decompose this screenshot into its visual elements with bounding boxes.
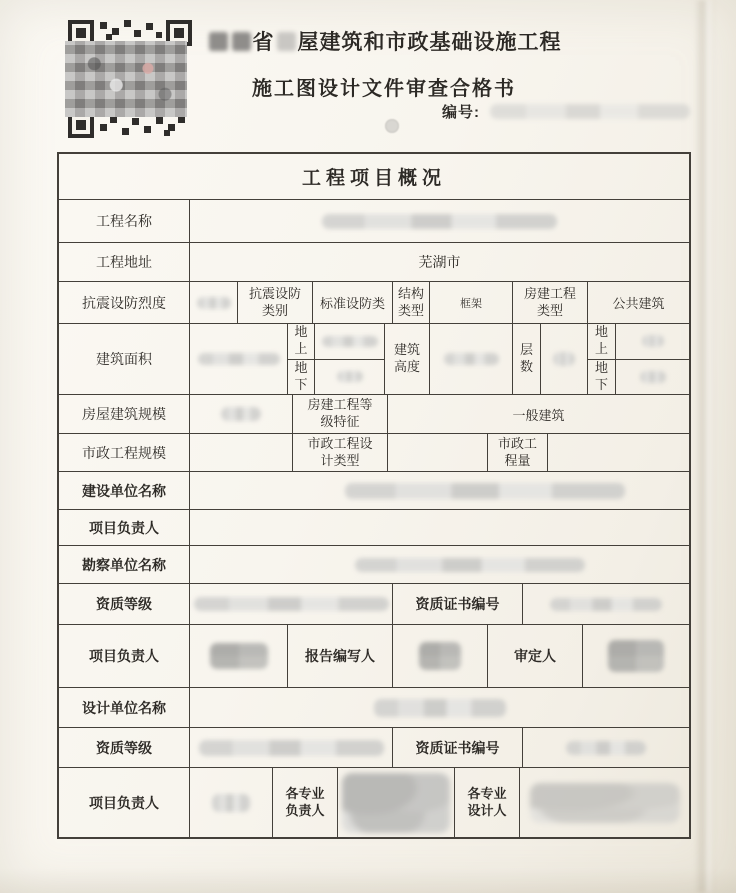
below-ground-label: 地下	[294, 359, 308, 392]
survey-qualification-value	[189, 584, 392, 624]
municipal-type-label-cell	[292, 434, 387, 471]
paper-bottom-shadow	[0, 868, 736, 893]
construction-unit-label: 建设单位名称	[82, 482, 166, 499]
municipal-qty-label-cell	[487, 434, 547, 471]
report-writer-value	[392, 625, 487, 687]
qualification-label: 资质等级	[96, 739, 152, 756]
redacted-below-area	[337, 371, 363, 382]
construction-unit-value	[189, 472, 689, 509]
redacted-housing-scale	[221, 407, 261, 421]
redacted-survey-unit	[355, 558, 585, 572]
row-survey-people	[59, 624, 689, 687]
design-qualification-value	[189, 728, 392, 767]
housing-scale-label: 房屋建筑规模	[82, 406, 166, 422]
building-area-total-cell	[189, 324, 287, 394]
title-line1-visible-2: 屋建筑和市政基础设施工程	[297, 31, 562, 54]
discipline-leader-value	[337, 768, 454, 837]
row-building-area	[59, 323, 689, 394]
floors-below-value	[615, 360, 689, 395]
redacted-building-area-total	[198, 353, 280, 365]
design-unit-label: 设计单位名称	[82, 699, 166, 716]
project-name-value-cell	[189, 200, 689, 242]
paper-crease-shadow	[694, 0, 714, 893]
document-number-row	[442, 101, 690, 122]
survey-cert-no-value	[522, 584, 689, 624]
floors-above-value	[615, 324, 689, 359]
seismic-intensity-value-cell	[189, 282, 237, 323]
housing-type-label-cell	[512, 282, 587, 323]
redacted-design-cert-no	[566, 741, 646, 755]
survey-unit-label: 勘察单位名称	[82, 556, 166, 573]
row-project-address	[59, 242, 689, 281]
floors-label: 层数	[519, 342, 533, 374]
stamp-dot	[385, 119, 399, 133]
table-caption: 工程项目概况	[301, 168, 446, 189]
building-height-label-cell	[384, 324, 429, 394]
redacted-building-height	[444, 353, 499, 365]
redacted-above-area	[322, 336, 378, 347]
seismic-class-label: 抗震设防类别	[248, 285, 301, 318]
row-seismic	[59, 281, 689, 323]
document-title-block	[198, 26, 570, 101]
redacted-floors-above	[642, 335, 664, 347]
housing-grade-label: 房建工程等级特征	[307, 397, 373, 429]
building-area-label: 建筑面积	[96, 351, 152, 367]
redacted-floors-below	[640, 371, 666, 383]
below-ground-label: 地下	[594, 359, 608, 392]
housing-grade-value: 一般建筑	[387, 395, 689, 433]
row-design-qualification	[59, 727, 689, 767]
redacted-document-number	[490, 104, 690, 119]
table-caption-row	[59, 154, 689, 199]
seismic-class-label-cell	[237, 282, 312, 323]
title-line2: 施工图设计文件审查合格书	[252, 78, 516, 100]
floors-below-row	[588, 359, 689, 395]
above-ground-label: 地上	[594, 324, 608, 357]
survey-leader-value	[189, 625, 287, 687]
row-construction-leader	[59, 509, 689, 545]
below-ground-label-cell	[588, 360, 615, 395]
document-number-label: 编号:	[442, 104, 480, 121]
row-project-name	[59, 199, 689, 242]
municipal-scale-label: 市政工程规模	[82, 444, 166, 461]
building-area-below-row	[288, 359, 384, 395]
title-line1-visible-1: 省	[252, 31, 275, 54]
housing-scale-value	[189, 395, 292, 433]
seismic-class-value: 标准设防类	[312, 282, 392, 323]
building-height-label: 建筑高度	[393, 342, 420, 374]
discipline-leader-label-cell	[272, 768, 337, 837]
qualification-label: 资质等级	[96, 596, 152, 612]
cert-no-label: 资质证书编号	[392, 728, 522, 767]
floors-above-row	[588, 324, 689, 359]
discipline-designer-label: 各专业设计人	[467, 785, 507, 818]
municipal-type-value	[387, 434, 487, 471]
row-construction-unit	[59, 471, 689, 509]
seismic-intensity-label: 抗震设防烈度	[82, 294, 166, 311]
above-ground-label: 地上	[294, 324, 308, 357]
project-leader-label: 项目负责人	[89, 794, 159, 811]
project-name-label: 工程名称	[96, 213, 152, 229]
below-ground-label-cell	[288, 360, 314, 395]
redacted-character	[232, 32, 251, 51]
design-leader-value	[189, 768, 272, 837]
report-writer-label: 报告编写人	[287, 625, 392, 687]
redacted-design-unit	[374, 699, 506, 717]
building-area-above-row	[288, 324, 384, 359]
row-municipal-scale	[59, 433, 689, 471]
redacted-floors	[553, 352, 575, 366]
redacted-construction-unit	[345, 483, 625, 499]
structure-type-value: 框架	[429, 282, 512, 323]
building-area-split	[287, 324, 384, 394]
redacted-report-writer	[419, 642, 461, 670]
project-overview-table	[57, 152, 691, 839]
discipline-designer-value	[519, 768, 689, 837]
redacted-design-qualification	[199, 740, 384, 756]
housing-grade-label-cell	[292, 395, 387, 433]
above-ground-label-cell	[288, 324, 314, 359]
structure-type-label-cell	[392, 282, 429, 323]
redacted-design-leader	[212, 794, 250, 812]
discipline-designer-label-cell	[454, 768, 519, 837]
design-unit-value	[189, 688, 689, 727]
row-design-people	[59, 767, 689, 837]
municipal-qty-label: 市政工程量	[497, 435, 537, 468]
housing-type-value: 公共建筑	[587, 282, 689, 323]
project-address-label: 工程地址	[96, 254, 152, 270]
housing-type-label: 房建工程类型	[523, 285, 576, 318]
survey-unit-value	[189, 546, 689, 583]
municipal-scale-value	[189, 434, 292, 471]
project-address-value: 芜湖市	[189, 243, 689, 281]
municipal-qty-value	[547, 434, 689, 471]
redacted-survey-leader	[210, 643, 268, 669]
building-height-value	[429, 324, 512, 394]
project-leader-label: 项目负责人	[89, 648, 159, 664]
above-ground-label-cell	[588, 324, 615, 359]
approver-label: 审定人	[487, 625, 582, 687]
redacted-survey-cert-no	[550, 598, 662, 611]
row-design-unit	[59, 687, 689, 727]
above-ground-value	[314, 324, 384, 359]
discipline-leader-label: 各专业负责人	[285, 785, 325, 818]
redacted-approver	[608, 640, 664, 672]
floors-value	[540, 324, 587, 394]
construction-leader-value	[189, 510, 689, 545]
table-caption-cell	[59, 154, 689, 199]
title-line1	[198, 26, 570, 56]
redacted-seismic-intensity	[197, 297, 231, 309]
structure-type-label: 结构类型	[397, 285, 424, 318]
row-housing-scale	[59, 394, 689, 433]
municipal-type-label: 市政工程设计类型	[307, 435, 373, 468]
project-leader-label: 项目负责人	[89, 519, 159, 536]
design-cert-no-value	[522, 728, 689, 767]
redacted-character	[277, 32, 296, 51]
floors-label-cell	[512, 324, 540, 394]
floors-split	[587, 324, 689, 394]
qr-code-icon	[68, 20, 192, 138]
redacted-survey-qualification	[194, 597, 389, 611]
redacted-discipline-designers	[530, 783, 680, 823]
redacted-discipline-leaders	[342, 773, 450, 833]
redacted-character	[209, 32, 228, 51]
cert-no-label: 资质证书编号	[392, 584, 522, 624]
row-survey-unit	[59, 545, 689, 583]
qr-redaction-mosaic	[65, 41, 187, 117]
row-survey-qualification	[59, 583, 689, 624]
redacted-project-name	[322, 214, 557, 229]
below-ground-value	[314, 360, 384, 395]
approver-value	[582, 625, 689, 687]
